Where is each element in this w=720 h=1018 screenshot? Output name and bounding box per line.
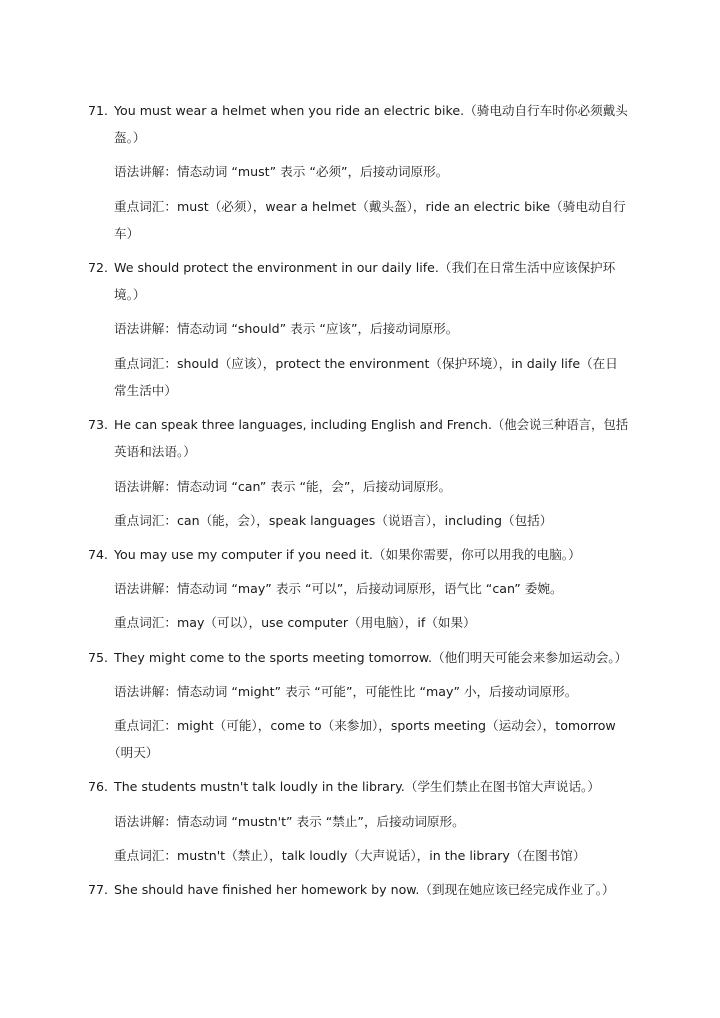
example-sentence: We should protect the environment in our daily life.（我们在日常生活中应该保护环 (114, 260, 616, 275)
example-sentence: You must wear a helmet when you ride an electric bike.（骑电动自行车时你必须戴头 (114, 103, 628, 118)
grammar-note: 语法讲解：情态动词 “mustn't” 表示 “禁止”，后接动词原形。 (114, 814, 465, 829)
item-number: 71. (88, 103, 109, 118)
vocab-note: 重点词汇：mustn't（禁止），talk loudly（大声说话），in the library（在图书馆） (114, 848, 586, 863)
grammar-note: 语法讲解：情态动词 “may” 表示 “可以”，后接动词原形，语气比 “can” 委婉。 (114, 581, 563, 596)
example-sentence-cont: 英语和法语。） (114, 444, 196, 459)
vocab-note-cont: 常生活中） (114, 383, 177, 398)
vocab-note: 重点词汇：should（应该），protect the environment（保护环境），in daily life（在日 (114, 356, 618, 371)
example-sentence-cont: 盔。） (114, 130, 146, 145)
item-number: 77. (88, 882, 109, 897)
grammar-note: 语法讲解：情态动词 “can” 表示 “能，会”，后接动词原形。 (114, 479, 452, 494)
grammar-note: 语法讲解：情态动词 “might” 表示 “可能”，可能性比 “may” 小，后接动词原形。 (114, 684, 578, 699)
example-sentence: She should have finished her homework by now.（到现在她应该已经完成作业了。） (114, 882, 615, 897)
item-number: 72. (88, 260, 109, 275)
example-sentence: You may use my computer if you need it.（如果你需要，你可以用我的电脑。） (114, 547, 581, 562)
grammar-note: 语法讲解：情态动词 “should” 表示 “应该”，后接动词原形。 (114, 321, 459, 336)
grammar-note: 语法讲解：情态动词 “must” 表示 “必须”，后接动词原形。 (114, 164, 449, 179)
item-number: 74. (88, 547, 109, 562)
example-sentence-cont: 境。） (114, 287, 146, 302)
vocab-note: 重点词汇：may（可以），use computer（用电脑），if（如果） (114, 615, 476, 630)
item-number: 75. (88, 650, 109, 665)
vocab-note: 重点词汇：can（能，会），speak languages（说语言），including（包括） (114, 513, 553, 528)
vocab-note-cont: 车） (114, 226, 140, 241)
item-number: 73. (88, 417, 109, 432)
vocab-note: 重点词汇：might（可能），come to（来参加），sports meeting（运动会），tomorrow (114, 718, 616, 733)
example-sentence: He can speak three languages, including English and French.（他会说三种语言，包括 (114, 417, 629, 432)
example-sentence: They might come to the sports meeting tomorrow.（他们明天可能会来参加运动会。） (114, 650, 628, 665)
example-sentence: The students mustn't talk loudly in the library.（学生们禁止在图书馆大声说话。） (114, 779, 600, 794)
vocab-note: 重点词汇：must（必须），wear a helmet（戴头盔），ride an electric bike（骑电动自行 (114, 199, 626, 214)
item-number: 76. (88, 779, 109, 794)
vocab-note-cont: （明天） (108, 745, 159, 760)
